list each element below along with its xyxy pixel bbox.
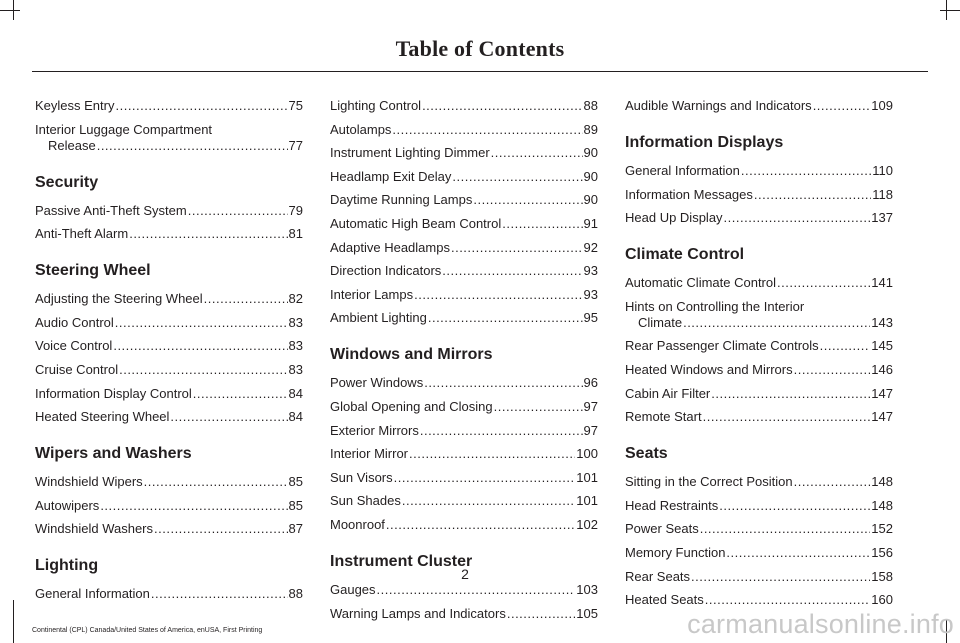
dot-leader xyxy=(119,362,287,378)
entry-page-number: 100 xyxy=(576,446,598,462)
entry-page-number: 93 xyxy=(583,263,598,279)
dot-leader xyxy=(813,98,871,114)
entry-title: Power Windows xyxy=(330,375,424,391)
entry-title: Memory Function xyxy=(625,544,726,560)
dot-leader xyxy=(377,582,576,598)
entry-page-number: 147 xyxy=(871,409,893,425)
dot-leader xyxy=(451,240,583,256)
entry-title: Exterior Mirrors xyxy=(330,422,419,438)
dot-leader xyxy=(683,315,870,331)
entry-title: Anti-Theft Alarm xyxy=(35,226,129,242)
entry-page-number: 90 xyxy=(583,145,598,161)
toc-entry[interactable] xyxy=(35,98,303,114)
entry-title: General Information xyxy=(625,163,740,178)
entry-page-number: 88 xyxy=(288,586,303,602)
entry-title: Power Seats xyxy=(625,521,699,537)
toc-entry[interactable] xyxy=(330,192,598,208)
toc-entry[interactable] xyxy=(330,470,598,486)
toc-entry[interactable] xyxy=(35,226,303,242)
toc-entry[interactable] xyxy=(330,310,598,326)
toc-entry[interactable] xyxy=(625,187,893,203)
toc-entry[interactable] xyxy=(625,163,893,179)
title-divider xyxy=(32,71,928,72)
entry-page-number: 102 xyxy=(576,516,598,532)
dot-leader xyxy=(115,98,287,114)
entry-page-number: 152 xyxy=(871,521,893,537)
toc-entry[interactable] xyxy=(330,240,598,256)
entry-page-number: 83 xyxy=(288,314,303,330)
toc-entry[interactable] xyxy=(625,338,893,354)
toc-column-1 xyxy=(35,98,303,610)
toc-entry[interactable] xyxy=(35,474,303,490)
toc-entry[interactable] xyxy=(330,606,598,622)
dot-leader xyxy=(100,498,287,514)
dot-leader xyxy=(703,409,871,425)
entry-title: Interior Lamps xyxy=(330,286,414,302)
entry-page-number: 109 xyxy=(871,98,893,113)
toc-entry[interactable] xyxy=(330,517,598,533)
entry-title: Information Display Control xyxy=(35,385,192,401)
entry-page-number: 84 xyxy=(288,409,303,425)
entry-page-number: 101 xyxy=(576,469,598,485)
entry-page-number: 147 xyxy=(871,385,893,401)
toc-entry[interactable] xyxy=(330,122,598,138)
dot-leader xyxy=(424,375,582,391)
entry-title: Heated Steering Wheel xyxy=(35,409,170,425)
entry-title: Interior Luggage Compartment xyxy=(35,121,213,137)
toc-entry[interactable] xyxy=(330,375,598,391)
dot-leader xyxy=(473,192,582,208)
dot-leader xyxy=(170,409,287,425)
entry-title: Lighting Control xyxy=(330,98,422,113)
toc-entry[interactable] xyxy=(625,498,893,514)
entry-title: Global Opening and Closing xyxy=(330,398,493,414)
entry-page-number: 156 xyxy=(871,544,893,560)
entry-title: Audio Control xyxy=(35,314,114,330)
entry-page-number: 79 xyxy=(288,202,303,218)
entry-page-number: 97 xyxy=(583,422,598,438)
entry-page-number: 95 xyxy=(583,310,598,326)
dot-leader xyxy=(794,474,871,490)
toc-entry[interactable] xyxy=(330,145,598,161)
toc-entry[interactable] xyxy=(625,592,893,608)
toc-entry[interactable] xyxy=(330,423,598,439)
entry-page-number: 90 xyxy=(583,192,598,208)
entry-page-number: 85 xyxy=(288,474,303,490)
entry-title: Remote Start xyxy=(625,409,702,425)
toc-entry[interactable] xyxy=(330,446,598,462)
toc-entry[interactable] xyxy=(35,291,303,307)
dot-leader xyxy=(394,470,576,486)
entry-page-number: 143 xyxy=(871,314,893,330)
dot-leader xyxy=(705,592,871,608)
dot-leader xyxy=(726,545,870,561)
toc-entry[interactable] xyxy=(625,386,893,402)
toc-entry[interactable] xyxy=(625,521,893,537)
entry-page-number: 145 xyxy=(871,338,893,354)
section-heading: Information Displays xyxy=(625,134,784,151)
entry-continuation xyxy=(35,138,303,154)
dot-leader xyxy=(420,423,583,439)
entry-title: Windshield Washers xyxy=(35,521,154,537)
dot-leader xyxy=(442,263,582,279)
entry-page-number: 81 xyxy=(288,226,303,242)
entry-page-number: 91 xyxy=(583,215,598,231)
page-title: Table of Contents xyxy=(395,36,565,61)
printing-footer: Continental (CPL) Canada/United States of America, enUSA, First Printing xyxy=(32,627,263,634)
toc-entry[interactable] xyxy=(330,493,598,509)
entry-title: Hints on Controlling the Interior xyxy=(625,298,805,314)
toc-entry[interactable] xyxy=(625,98,893,114)
entry-page-number: 75 xyxy=(288,98,303,113)
crop-mark-top-right-h xyxy=(940,10,960,11)
entry-title: Sitting in the Correct Position xyxy=(625,474,793,490)
toc-entry[interactable] xyxy=(625,409,893,425)
entry-title: Sun Shades xyxy=(330,493,401,509)
toc-entry[interactable] xyxy=(330,169,598,185)
section-heading: Seats xyxy=(625,445,668,463)
entry-page-number: 83 xyxy=(288,338,303,354)
dot-leader xyxy=(193,386,288,402)
entry-title: Passive Anti-Theft System xyxy=(35,202,187,218)
entry-page-number: 137 xyxy=(871,210,893,226)
entry-page-number: 84 xyxy=(288,385,303,401)
entry-title: Climate xyxy=(638,314,683,330)
entry-title: Autolamps xyxy=(330,121,392,137)
crop-mark-top-right-v xyxy=(946,0,947,20)
entry-page-number: 89 xyxy=(583,121,598,137)
entry-page-number: 77 xyxy=(288,137,303,153)
toc-entry[interactable] xyxy=(35,521,303,537)
toc-entry[interactable] xyxy=(625,362,893,378)
toc-entry[interactable] xyxy=(330,98,598,114)
toc-entry[interactable] xyxy=(625,210,893,226)
entry-title: Gauges xyxy=(330,581,376,597)
toc-entry[interactable] xyxy=(35,586,303,602)
entry-title: Warning Lamps and Indicators xyxy=(330,605,506,621)
entry-title: Headlamp Exit Delay xyxy=(330,168,452,184)
entry-page-number: 158 xyxy=(871,568,893,584)
entry-title: Adjusting the Steering Wheel xyxy=(35,291,203,307)
dot-leader xyxy=(113,338,287,354)
entry-title: Interior Mirror xyxy=(330,446,409,462)
entry-title: Moonroof xyxy=(330,516,385,532)
section-heading: Lighting xyxy=(35,557,99,575)
entry-title: Cabin Air Filter xyxy=(625,385,711,401)
section-heading: Wipers and Washers xyxy=(35,445,192,463)
section-heading: Climate Control xyxy=(625,246,745,264)
toc-entry[interactable] xyxy=(625,299,893,331)
toc-entry[interactable] xyxy=(35,409,303,425)
toc-entry[interactable] xyxy=(35,498,303,514)
dot-leader xyxy=(724,210,871,226)
entry-title: Autowipers xyxy=(35,497,100,513)
dot-leader xyxy=(820,338,871,354)
dot-leader xyxy=(414,287,582,303)
dot-leader xyxy=(452,169,582,185)
dot-leader xyxy=(741,163,871,179)
entry-title: Adaptive Headlamps xyxy=(330,239,450,255)
entry-page-number: 87 xyxy=(288,521,303,537)
toc-entry[interactable] xyxy=(625,275,893,291)
dot-leader xyxy=(188,203,288,219)
entry-page-number: 103 xyxy=(576,581,598,597)
dot-leader xyxy=(392,122,582,138)
page-number: 2 xyxy=(461,566,469,582)
entry-title: Voice Control xyxy=(35,338,113,354)
dot-leader xyxy=(97,138,288,154)
dot-leader xyxy=(154,521,288,537)
crop-mark-top-left-v xyxy=(13,0,14,20)
entry-page-number: 110 xyxy=(872,163,893,178)
toc-entry[interactable] xyxy=(330,263,598,279)
entry-page-number: 96 xyxy=(583,375,598,391)
toc-entry[interactable] xyxy=(330,287,598,303)
entry-page-number: 82 xyxy=(288,291,303,307)
entry-title: Daytime Running Lamps xyxy=(330,192,473,208)
entry-title: Information Messages xyxy=(625,186,753,202)
entry-page-number: 83 xyxy=(288,361,303,377)
crop-mark-top-left-h xyxy=(0,10,20,11)
entry-title: Sun Visors xyxy=(330,469,393,485)
toc-entry[interactable] xyxy=(625,545,893,561)
toc-entry[interactable] xyxy=(330,216,598,232)
dot-leader xyxy=(700,521,871,537)
entry-title: Ambient Lighting xyxy=(330,310,427,326)
section-heading: Security xyxy=(35,173,99,191)
entry-page-number: 146 xyxy=(871,361,893,377)
dot-leader xyxy=(502,216,582,232)
toc-entry[interactable] xyxy=(330,399,598,415)
entry-page-number: 97 xyxy=(583,398,598,414)
dot-leader xyxy=(129,226,287,242)
toc-entry[interactable] xyxy=(625,474,893,490)
entry-title: Direction Indicators xyxy=(330,263,442,279)
dot-leader xyxy=(386,517,575,533)
entry-title: Head Restraints xyxy=(625,497,719,513)
section-heading: Windows and Mirrors xyxy=(330,346,493,364)
dot-leader xyxy=(494,399,583,415)
entry-page-number: 85 xyxy=(288,497,303,513)
toc-entry[interactable] xyxy=(35,362,303,378)
dot-leader xyxy=(507,606,575,622)
entry-page-number: 105 xyxy=(576,605,598,621)
entry-page-number: 141 xyxy=(871,275,893,291)
dot-leader xyxy=(719,498,870,514)
entry-title: Heated Windows and Mirrors xyxy=(625,361,793,377)
toc-entry[interactable] xyxy=(35,315,303,331)
entry-title: Audible Warnings and Indicators xyxy=(625,98,812,113)
dot-leader xyxy=(115,315,288,331)
entry-title: Rear Seats xyxy=(625,568,691,584)
dot-leader xyxy=(151,586,288,602)
entry-page-number: 101 xyxy=(576,493,598,509)
entry-title: General Information xyxy=(35,586,150,602)
crop-mark-bottom-left-v xyxy=(13,600,14,643)
dot-leader xyxy=(491,145,583,161)
entry-title: Release xyxy=(48,137,96,153)
entry-title: Windshield Wipers xyxy=(35,474,143,490)
dot-leader xyxy=(754,187,871,203)
toc-column-2 xyxy=(330,98,598,629)
watermark: carmanualsonline.info xyxy=(687,609,954,639)
entry-title: Rear Passenger Climate Controls xyxy=(625,338,819,354)
dot-leader xyxy=(144,474,288,490)
entry-title: Head Up Display xyxy=(625,210,723,226)
dot-leader xyxy=(711,386,870,402)
entry-page-number: 92 xyxy=(583,239,598,255)
toc-entry[interactable] xyxy=(35,338,303,354)
section-heading: Steering Wheel xyxy=(35,262,151,280)
entry-page-number: 88 xyxy=(583,98,598,113)
entry-page-number: 148 xyxy=(871,497,893,513)
dot-leader xyxy=(204,291,288,307)
toc-entry[interactable] xyxy=(35,122,303,154)
entry-title: Heated Seats xyxy=(625,592,704,608)
entry-title: Keyless Entry xyxy=(35,98,115,113)
dot-leader xyxy=(777,275,870,291)
entry-page-number: 90 xyxy=(583,168,598,184)
entry-title: Instrument Lighting Dimmer xyxy=(330,145,490,161)
toc-entry[interactable] xyxy=(330,582,598,598)
dot-leader xyxy=(428,310,583,326)
toc-entry[interactable] xyxy=(35,203,303,219)
dot-leader xyxy=(402,493,575,509)
section-heading: Instrument Cluster xyxy=(330,552,473,570)
entry-page-number: 118 xyxy=(872,186,893,202)
dot-leader xyxy=(422,98,582,114)
entry-page-number: 160 xyxy=(871,592,893,608)
entry-page-number: 93 xyxy=(583,286,598,302)
dot-leader xyxy=(794,362,871,378)
entry-continuation xyxy=(625,315,893,331)
toc-entry[interactable] xyxy=(35,386,303,402)
entry-title: Automatic Climate Control xyxy=(625,275,776,291)
entry-title: Automatic High Beam Control xyxy=(330,215,502,231)
entry-page-number: 148 xyxy=(871,474,893,490)
entry-title: Cruise Control xyxy=(35,361,119,377)
dot-leader xyxy=(409,446,575,462)
toc-column-3 xyxy=(625,98,893,616)
